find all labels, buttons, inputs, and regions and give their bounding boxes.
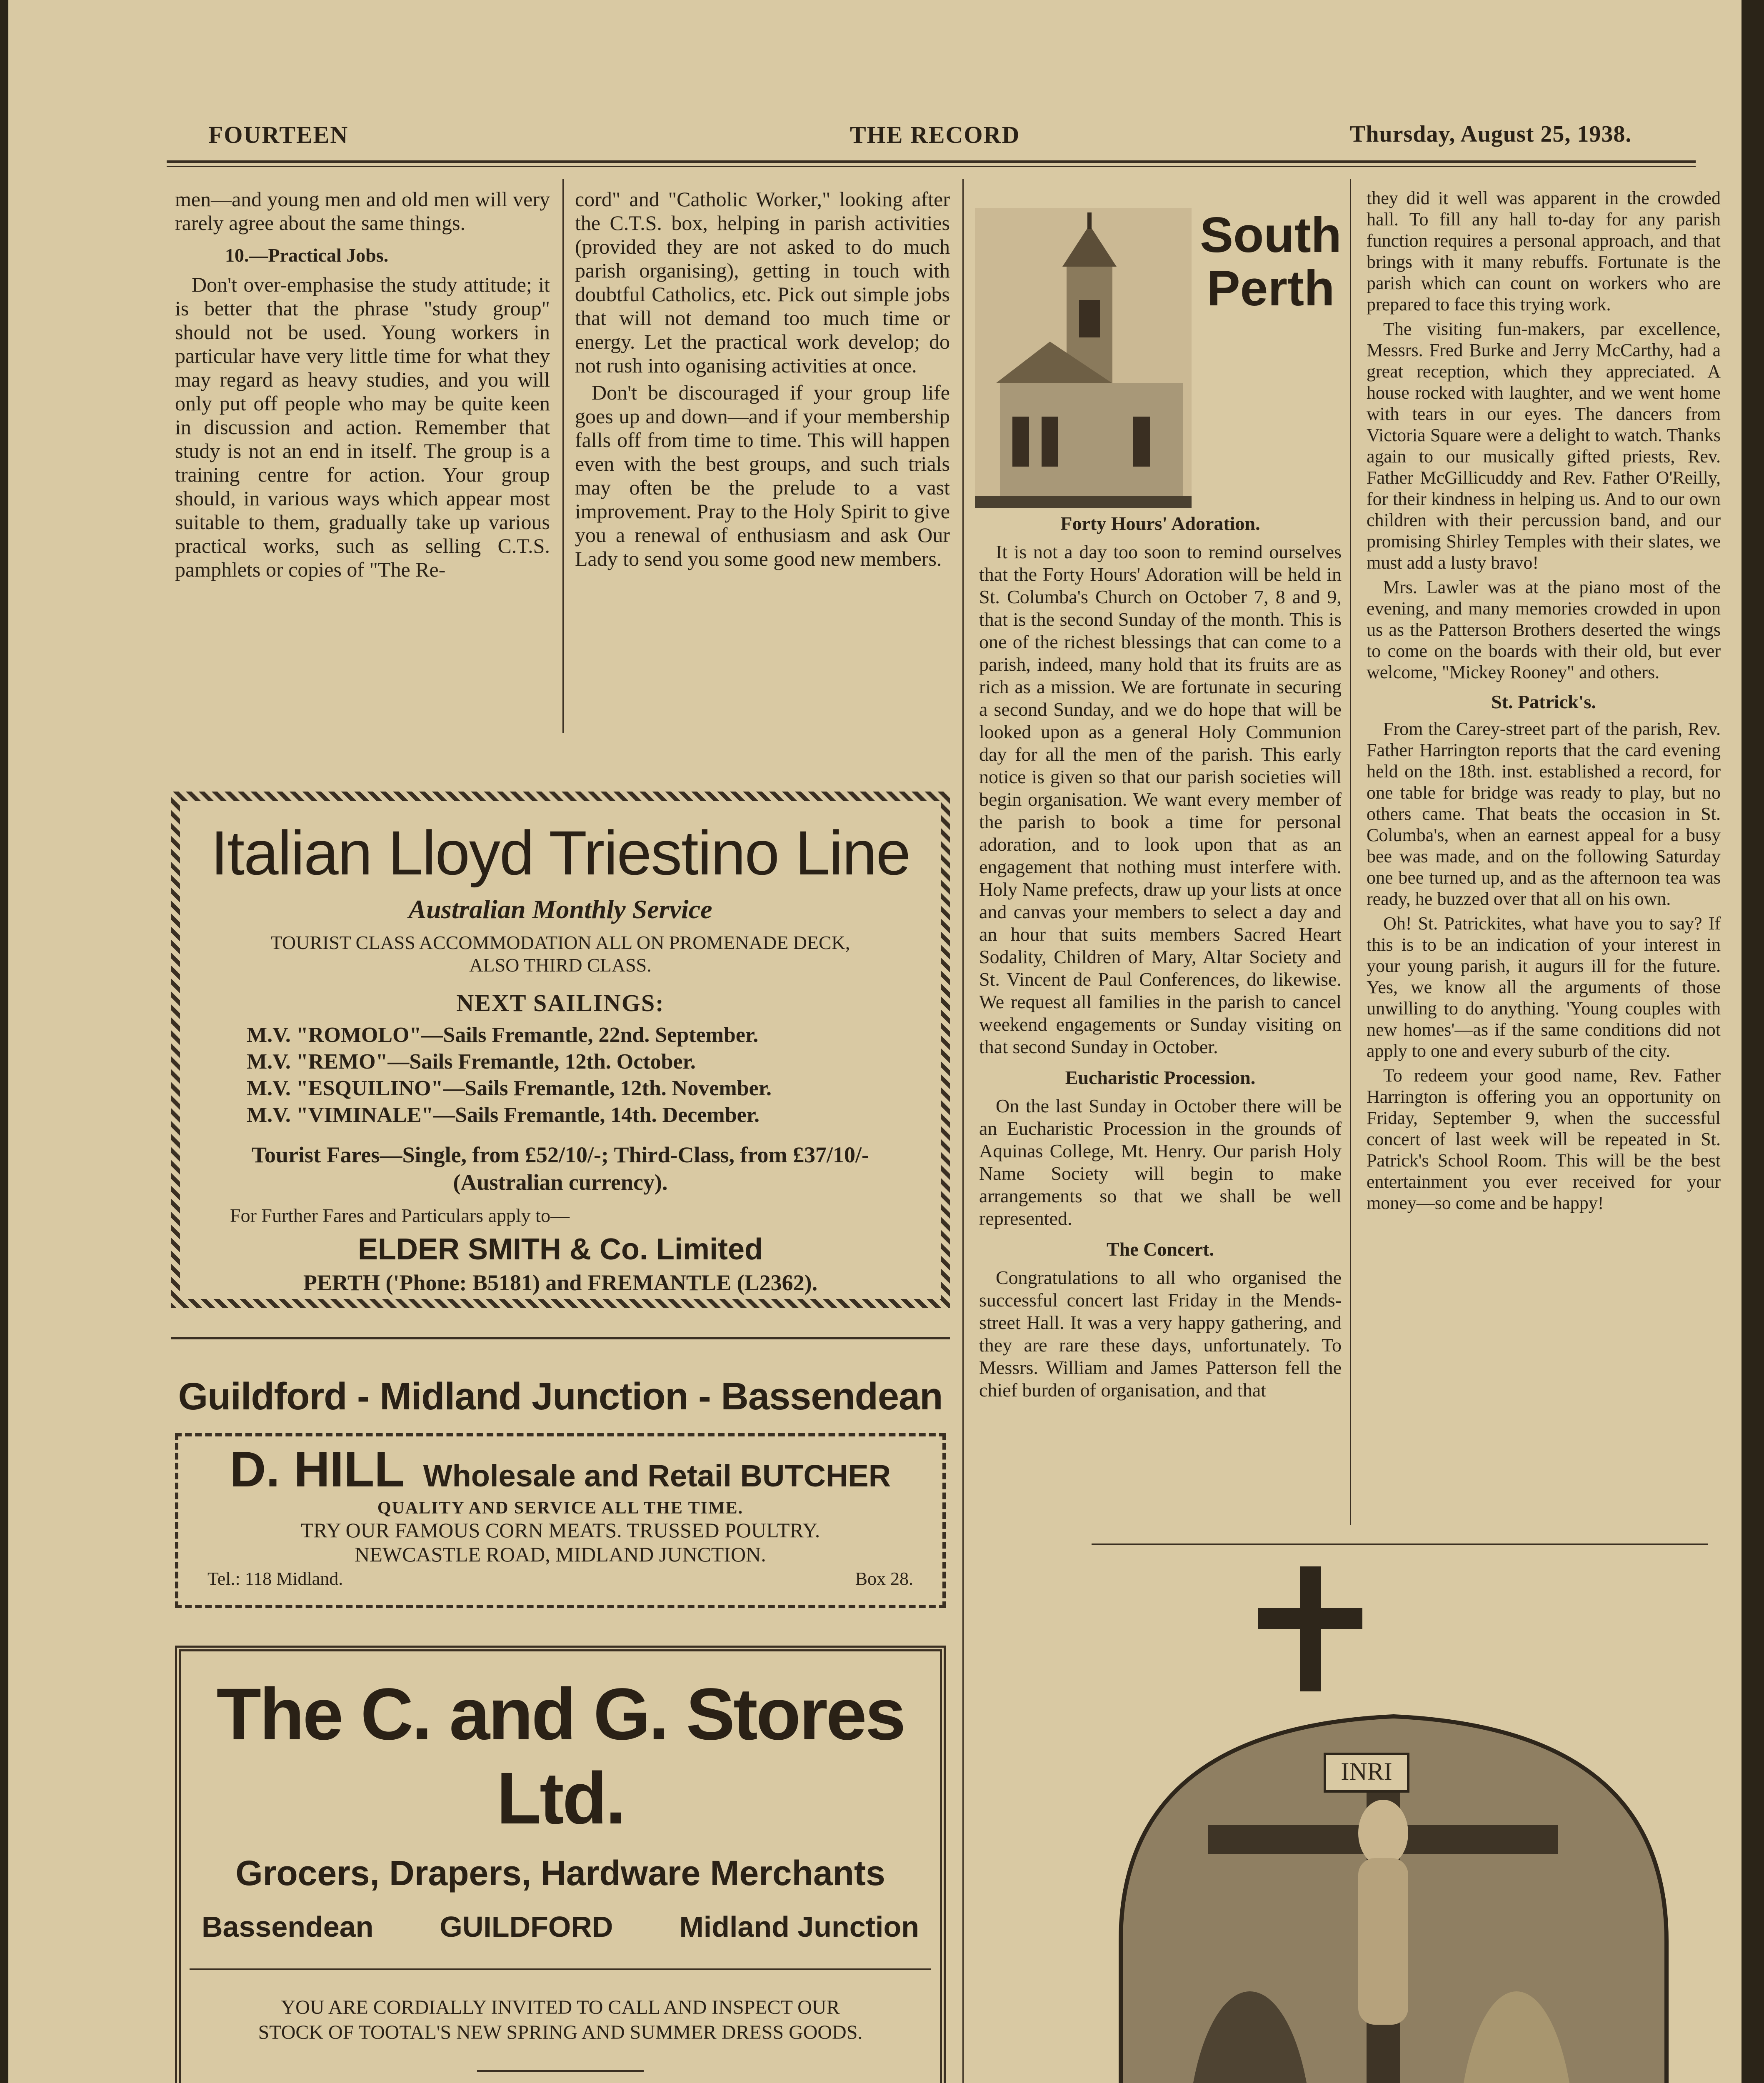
issue-date: Thursday, August 25, 1938. <box>1350 121 1632 147</box>
hill-trade: Wholesale and Retail BUTCHER <box>423 1459 891 1493</box>
inri-plaque: INRI <box>1341 1758 1392 1785</box>
ad-offices: PERTH ('Phone: B5181) and FREMANTLE (L2362). <box>303 1270 818 1295</box>
cg-title: The C. and G. Stores Ltd. <box>216 1673 904 1839</box>
ad-subtitle: Australian Monthly Service <box>408 894 712 924</box>
right-article <box>1367 187 1721 1217</box>
article-paragraph: Mrs. Lawler was at the piano most of the evening, and many memories crowded in upon us as the Patterson Brothers deserted the wings to come on the boards with their old, but ever welcome, "Mickey Rooney" and others. <box>1367 577 1721 682</box>
newspaper-page <box>8 0 1742 2083</box>
header-rule <box>167 160 1696 163</box>
church-illustration <box>975 208 1192 508</box>
section-subheading: St. Patrick's. <box>1491 691 1596 712</box>
ad-title: Italian Lloyd Triestino Line <box>210 818 910 888</box>
hill-box: Box 28. <box>855 1568 913 1589</box>
article-column-1 <box>175 187 550 585</box>
hill-banner: Guildford - Midland Junction - Bassendean <box>178 1375 943 1418</box>
sailing-item: M.V. "REMO"—Sails Fremantle, 12th. October. <box>247 1050 696 1074</box>
masthead: THE RECORD <box>850 121 1020 148</box>
ad-fares: Tourist Fares—Single, from £52/10/-; Third-Class, from £37/10/- (Australian currency). <box>251 1142 870 1195</box>
column-rule <box>1350 179 1351 1525</box>
divider <box>190 1968 931 1970</box>
column-rule <box>562 179 564 733</box>
article-paragraph: men—and young men and old men will very rarely agree about the same things. <box>175 187 550 235</box>
ad-accommodation: TOURIST CLASS ACCOMMODATION ALL ON PROMENADE DECK, ALSO THIRD CLASS. <box>270 932 850 976</box>
article-paragraph: Don't be discouraged if your group life goes up and down—and if your membership falls off from time to time. This will happen even with the best groups, and such trials may often be the prelude to a vast improvement. Pray to the Holy Spirit to give you a renewal of enthusiasm and ask Our Lady to send you some good new members. <box>575 381 950 570</box>
article-paragraph: The visiting fun-makers, par excellence, Messrs. Fred Burke and Jerry McCarthy, had a great reception, which they appreciated. A house rocked with laughter, and we went home with tears in our eyes. The dancers from Victoria Square were a delight to watch. Thanks again to our musically gifted priests, Rev. Father McGillicuddy and Rev. Father O'Reilly, for their kindness in helping us. And to our own children with their percussion band, and our promising Shirley Temples with their slates, we must add a lusty bravo! <box>1367 319 1721 573</box>
christ-figure <box>1358 1800 1408 1866</box>
divider <box>171 1337 950 1339</box>
cg-town: Midland Junction <box>679 1911 919 1943</box>
hill-motto: QUALITY AND SERVICE ALL THE TIME. <box>377 1499 744 1518</box>
article-paragraph: From the Carey-street part of the parish, Rev. Father Harrington reports that the card evening held on the 18th. inst. established a record, for one table for bridge was ready to play, but no others came. That beats the occasion in St. Columba's, when an earnest appeal for a busy bee was made, and on the following Saturday one bee turned up, and as the afternoon tea was ready, he buzzed over that all on his own. <box>1367 719 1721 909</box>
cg-town: GUILDFORD <box>440 1911 613 1943</box>
section-subheading: The Concert. <box>1106 1239 1214 1260</box>
article-subheading: 10.—Practical Jobs. <box>225 245 389 266</box>
ad-lloyd-triestino <box>171 792 950 1308</box>
article-paragraph: On the last Sunday in October there will be an Eucharistic Procession in the grounds of Aquinas College, Mt. Henry. Our parish Holy Name Society will begin to make arrangements so that we shall be well represented. <box>979 1095 1342 1229</box>
south-perth-article <box>979 504 1342 1405</box>
divider <box>477 2070 644 2072</box>
page-number: FOURTEEN <box>208 121 349 148</box>
article-paragraph: cord" and "Catholic Worker," looking after the C.T.S. box, helping in parish activities (provided they are not asked to do much parish organising), getting in touch with doubtful Catholics, etc. Pick out simple jobs that will not demand too much time or energy. Let the practical work develop; do not rush into oganising activities at once. <box>575 187 950 377</box>
article-paragraph: Don't over-emphasise the study attitude; it is better that the phrase "study group" should not be used. Young workers in particular have very little time for what they may regard as heavy studies, and you will only put off people who may be quite keen in discussion and action. Remember that study is not an end in itself. The group is a training centre for action. Your group should, in various ways which appear most suitable to them, gradually take up various practical works, such as selling C.T.S. pamphlets or copies of "The Re- <box>175 273 550 581</box>
hill-tel: Tel.: 118 Midland. <box>207 1568 343 1589</box>
header-rule-thin <box>167 166 1696 167</box>
sailings-heading: NEXT SAILINGS: <box>456 989 665 1017</box>
section-subheading: Eucharistic Procession. <box>1065 1067 1256 1088</box>
sailing-item: M.V. "ROMOLO"—Sails Fremantle, 22nd. September. <box>247 1023 759 1047</box>
ad-d-hill <box>175 1433 946 1608</box>
hill-line1: TRY OUR FAMOUS CORN MEATS. TRUSSED POULTRY. <box>300 1519 820 1542</box>
article-paragraph: Congratulations to all who organised the successful concert last Friday in the Mends-street Hall. It was a very happy gathering, and they are rare these days, unfortunately. To Messrs. William and James Patterson fell the chief burden of organisation, and that <box>979 1267 1342 1401</box>
south-perth-header <box>975 196 1342 512</box>
article-paragraph: Oh! St. Patrickites, what have you to say? If this is to be an indication of your interest in your young parish, it augurs ill for the future. Yes, we know all the arguments of those unwilling to do anything. 'Young couples with new homes'—as if the same conditions did not apply to one and every suburb of the city. <box>1367 913 1721 1061</box>
ad-cg-stores <box>175 1646 946 2083</box>
divider <box>1092 1544 1708 1545</box>
article-paragraph: they did it well was apparent in the crowded hall. To fill any hall to-day for any parish function requires a personal approach, and that brings with it many rebuffs. Fortunate is the parish which can count on workers who are prepared to face this trying work. <box>1367 188 1721 315</box>
cg-invite: YOU ARE CORDIALLY INVITED TO CALL AND INSPECT OUR STOCK OF TOOTAL'S NEW SPRING AND SUMMER DRESS GOODS. <box>258 1996 863 2043</box>
ad-agent: ELDER SMITH & Co. Limited <box>358 1233 763 1266</box>
hill-name: D. HILL <box>230 1441 405 1497</box>
column-rule <box>962 179 964 2083</box>
cg-subtitle: Grocers, Drapers, Hardware Merchants <box>235 1853 885 1893</box>
section-subheading: Forty Hours' Adoration. <box>1060 513 1260 534</box>
article-paragraph: To redeem your good name, Rev. Father Harrington is offering you an opportunity on Friday, September 9, when the successful concert of last week will be repeated in St. Patrick's School Room. This will be the best entertainment you ever received for your money—so come and be happy! <box>1367 1065 1721 1213</box>
article-paragraph: It is not a day too soon to remind ourselves that the Forty Hours' Adoration will be held in St. Columba's Church on October 7, 8 and 9, that is the second Sunday of the month. This is one of the richest blessings that can come to a parish, indeed, many hold that its fruits are as rich as a mission. We are fortunate in securing a second Sunday, and we do hope that will be looked upon as a general Holy Communion day for all the men of the parish. This early notice is given so that our parish societies will begin organisation. We want every member of the parish to book a time for personal adoration, and to look upon that as an engagement that nothing must interfere with. Holy Name prefects, draw up your lists at once and canvas your members to select a day and an hour that suits members Sacred Heart Sodality, Children of Mary, Altar Society and St. Vincent de Paul Conferences, do likewise. We request all families in the parish to cancel weekend engagements or Sunday visiting on that second Sunday in October. <box>979 541 1342 1057</box>
sailing-item: M.V. "VIMINALE"—Sails Fremantle, 14th. December. <box>247 1103 760 1127</box>
south-perth-heading: South Perth <box>1200 207 1342 316</box>
hill-line2: NEWCASTLE ROAD, MIDLAND JUNCTION. <box>355 1543 766 1566</box>
ad-apply: For Further Fares and Particulars apply to— <box>230 1205 570 1226</box>
sailing-item: M.V. "ESQUILINO"—Sails Fremantle, 12th. November. <box>247 1076 772 1100</box>
article-column-2 <box>575 187 950 574</box>
cg-town: Bassendean <box>202 1911 374 1943</box>
station-of-the-cross <box>1092 1566 1696 2083</box>
